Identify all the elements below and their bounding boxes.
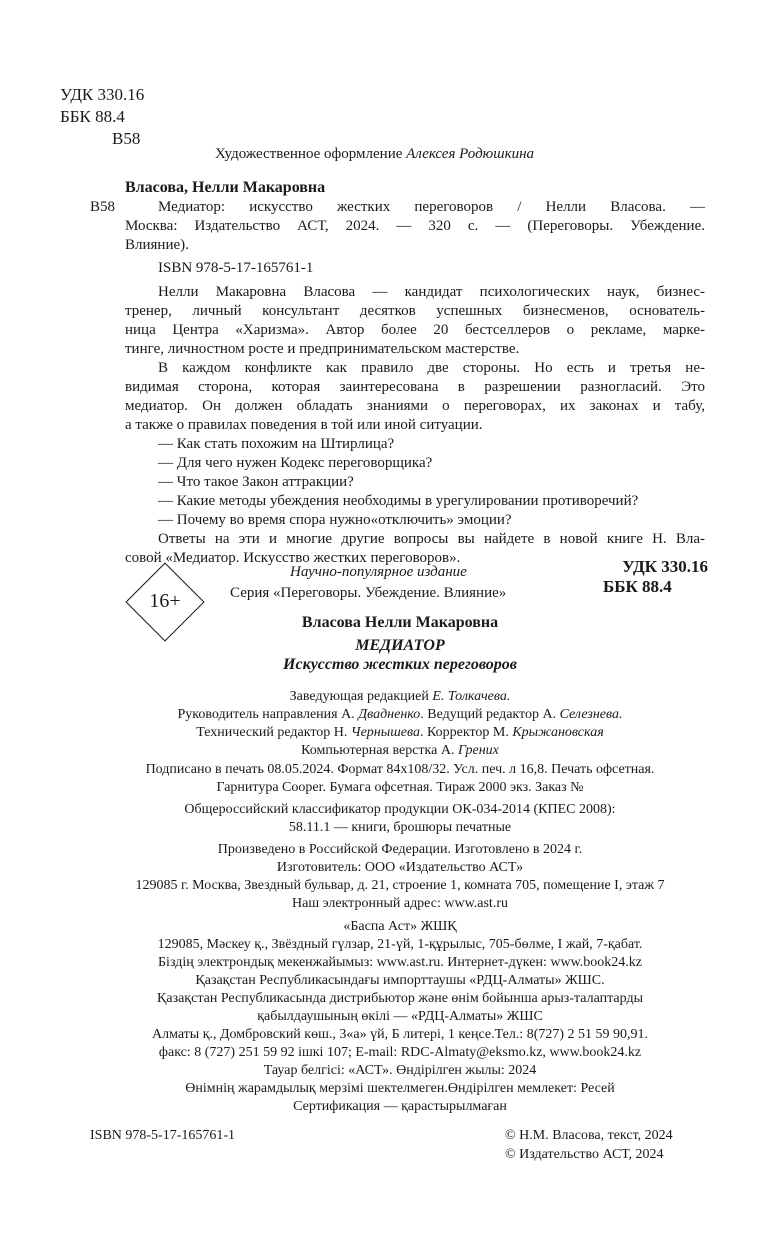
imprint-line: Наш электронный адрес: www.ast.ru	[292, 896, 508, 911]
annotation-line: тренер, личный консультант десятков успешных бизнесменов, основатель-	[125, 303, 705, 319]
question: — Как стать похожим на Штирлица?	[158, 436, 395, 452]
biblio-mark: В58	[90, 199, 116, 215]
imprint-line: 58.11.1 — книги, брошюры печатные	[288, 820, 512, 835]
kz-line: Біздің электрондық мекенжайымыз: www.ast.ru. Интернет-дүкен: www.book24.kz	[158, 955, 642, 970]
imprint-line: Гарнитура Cooper. Бумага офсетная. Тираж 2000 экз. Заказ №	[216, 780, 584, 795]
kz-line: Өнімнің жарамдылық мерзімі шектелмеген.Өндірілген мемлекет: Ресей	[185, 1081, 615, 1096]
kz-line: Қазақстан Республикасындағы импорттаушы «РДЦ-Алматы» ЖШС.	[195, 973, 605, 988]
question: — Что такое Закон аттракции?	[158, 474, 354, 490]
annotation-line: совой «Медиатор. Искусство жестких переговоров».	[125, 550, 461, 566]
annotation-line: ница Центра «Харизма». Автор более 20 бестселлеров о рекламе, марке-	[125, 322, 705, 338]
biblio-line: Влияние).	[125, 237, 189, 253]
book-subtitle: Искусство жестких переговоров	[283, 656, 517, 673]
imprint-line: Общероссийский классификатор продукции ОК-034-2014 (КПЕС 2008):	[184, 802, 616, 817]
annotation-line: тинге, личностном росте и предпринимательском мастерстве.	[125, 341, 520, 357]
kz-line: «Баспа Аст» ЖШҚ	[343, 919, 457, 934]
biblio-author: Власова, Нелли Макаровна	[125, 179, 326, 196]
annotation-line: Нелли Макаровна Власова — кандидат психологических наук, бизнес-	[158, 284, 705, 300]
staff-line: Технический редактор Н. Чернышева. Корректор М. Крыжановская	[196, 725, 604, 740]
annotation-line: В каждом конфликте как правило две стороны. Но есть и третья не-	[158, 360, 705, 376]
imprint-line: Подписано в печать 08.05.2024. Формат 84x108/32. Усл. печ. л 16,8. Печать офсетная.	[145, 762, 655, 777]
imprint-line: Изготовитель: ООО «Издательство АСТ»	[276, 860, 524, 875]
annotation-line: Ответы на эти и многие другие вопросы вы найдете в новой книге Н. Вла-	[158, 531, 705, 547]
art-credit: Художественное оформление Алексея Родюшкина	[215, 146, 535, 162]
imprint-line: Произведено в Российской Федерации. Изготовлено в 2024 г.	[217, 842, 583, 857]
age-rating: 16+	[149, 590, 181, 612]
title-author: Власова Нелли Макаровна	[301, 614, 499, 631]
staff-line: Компьютерная верстка А. Грених	[301, 743, 499, 758]
kz-line: Алматы қ., Домбровский көш., 3«а» үй, Б литері, 1 кеңсе.Тел.: 8(727) 2 51 59 90,91.	[151, 1027, 649, 1042]
question: — Для чего нужен Кодекс переговорщика?	[158, 455, 433, 471]
udk-code: УДК 330.16	[60, 85, 145, 104]
edition-type: Научно-популярное издание	[290, 564, 467, 580]
kz-line: 129085, Мәскеу қ., Звёздный гүлзар, 21-үй, 1-құрылыс, 705-бөлме, I жай, 7-қабат.	[157, 937, 643, 952]
staff-line: Руководитель направления А. Двадненко. Ведущий редактор А. Селезнева.	[177, 707, 623, 722]
imprint-line: 129085 г. Москва, Звездный бульвар, д. 21, строение 1, комната 705, помещение I, этаж 7	[135, 878, 665, 893]
kz-line: қабылдаушының өкілі — «РДЦ-Алматы» ЖШС	[257, 1009, 543, 1024]
kz-line: Қазақстан Республикасында дистрибьютор және өнім бойынша арыз-талаптарды	[157, 991, 643, 1006]
bbk-bold: ББК 88.4	[603, 577, 672, 596]
footer-isbn: ISBN 978-5-17-165761-1	[90, 1128, 236, 1143]
staff-line: Заведующая редакцией Е. Толкачева.	[289, 689, 511, 704]
copyright-line: © Издательство АСТ, 2024	[505, 1147, 664, 1162]
bbk-code: ББК 88.4	[60, 107, 125, 126]
biblio-line: Медиатор: искусство жестких переговоров / Нелли Власова. —	[158, 199, 705, 215]
annotation-line: медиатор. Он должен обладать знаниями о переговорах, их законах и табу,	[125, 398, 705, 414]
biblio-isbn: ISBN 978-5-17-165761-1	[158, 260, 314, 276]
annotation-line: а также о правилах поведения в той или иной ситуации.	[125, 417, 483, 433]
question: — Почему во время спора нужно«отключить» эмоции?	[158, 512, 512, 528]
biblio-line: Москва: Издательство АСТ, 2024. — 320 с. — (Переговоры. Убеждение.	[125, 218, 705, 234]
annotation-line: видимая сторона, которая заинтересована в разрешении разногласий. Это	[125, 379, 705, 395]
question: — Какие методы убеждения необходимы в урегулировании противоречий?	[158, 493, 639, 509]
author-mark: В58	[112, 129, 141, 148]
kz-line: Тауар белгісі: «АСТ». Өндірілген жылы: 2024	[263, 1063, 537, 1078]
kz-line: Сертификация — қарастырылмаған	[293, 1099, 507, 1114]
kz-line: факс: 8 (727) 251 59 92 ішкі 107; E-mail: RDC-Almaty@eksmo.kz, www.book24.kz	[158, 1045, 642, 1060]
series: Серия «Переговоры. Убеждение. Влияние»	[230, 585, 507, 601]
udk-bold: УДК 330.16	[622, 557, 708, 576]
book-title: МЕДИАТОР	[355, 637, 445, 654]
copyright-line: © Н.М. Власова, текст, 2024	[505, 1128, 673, 1143]
